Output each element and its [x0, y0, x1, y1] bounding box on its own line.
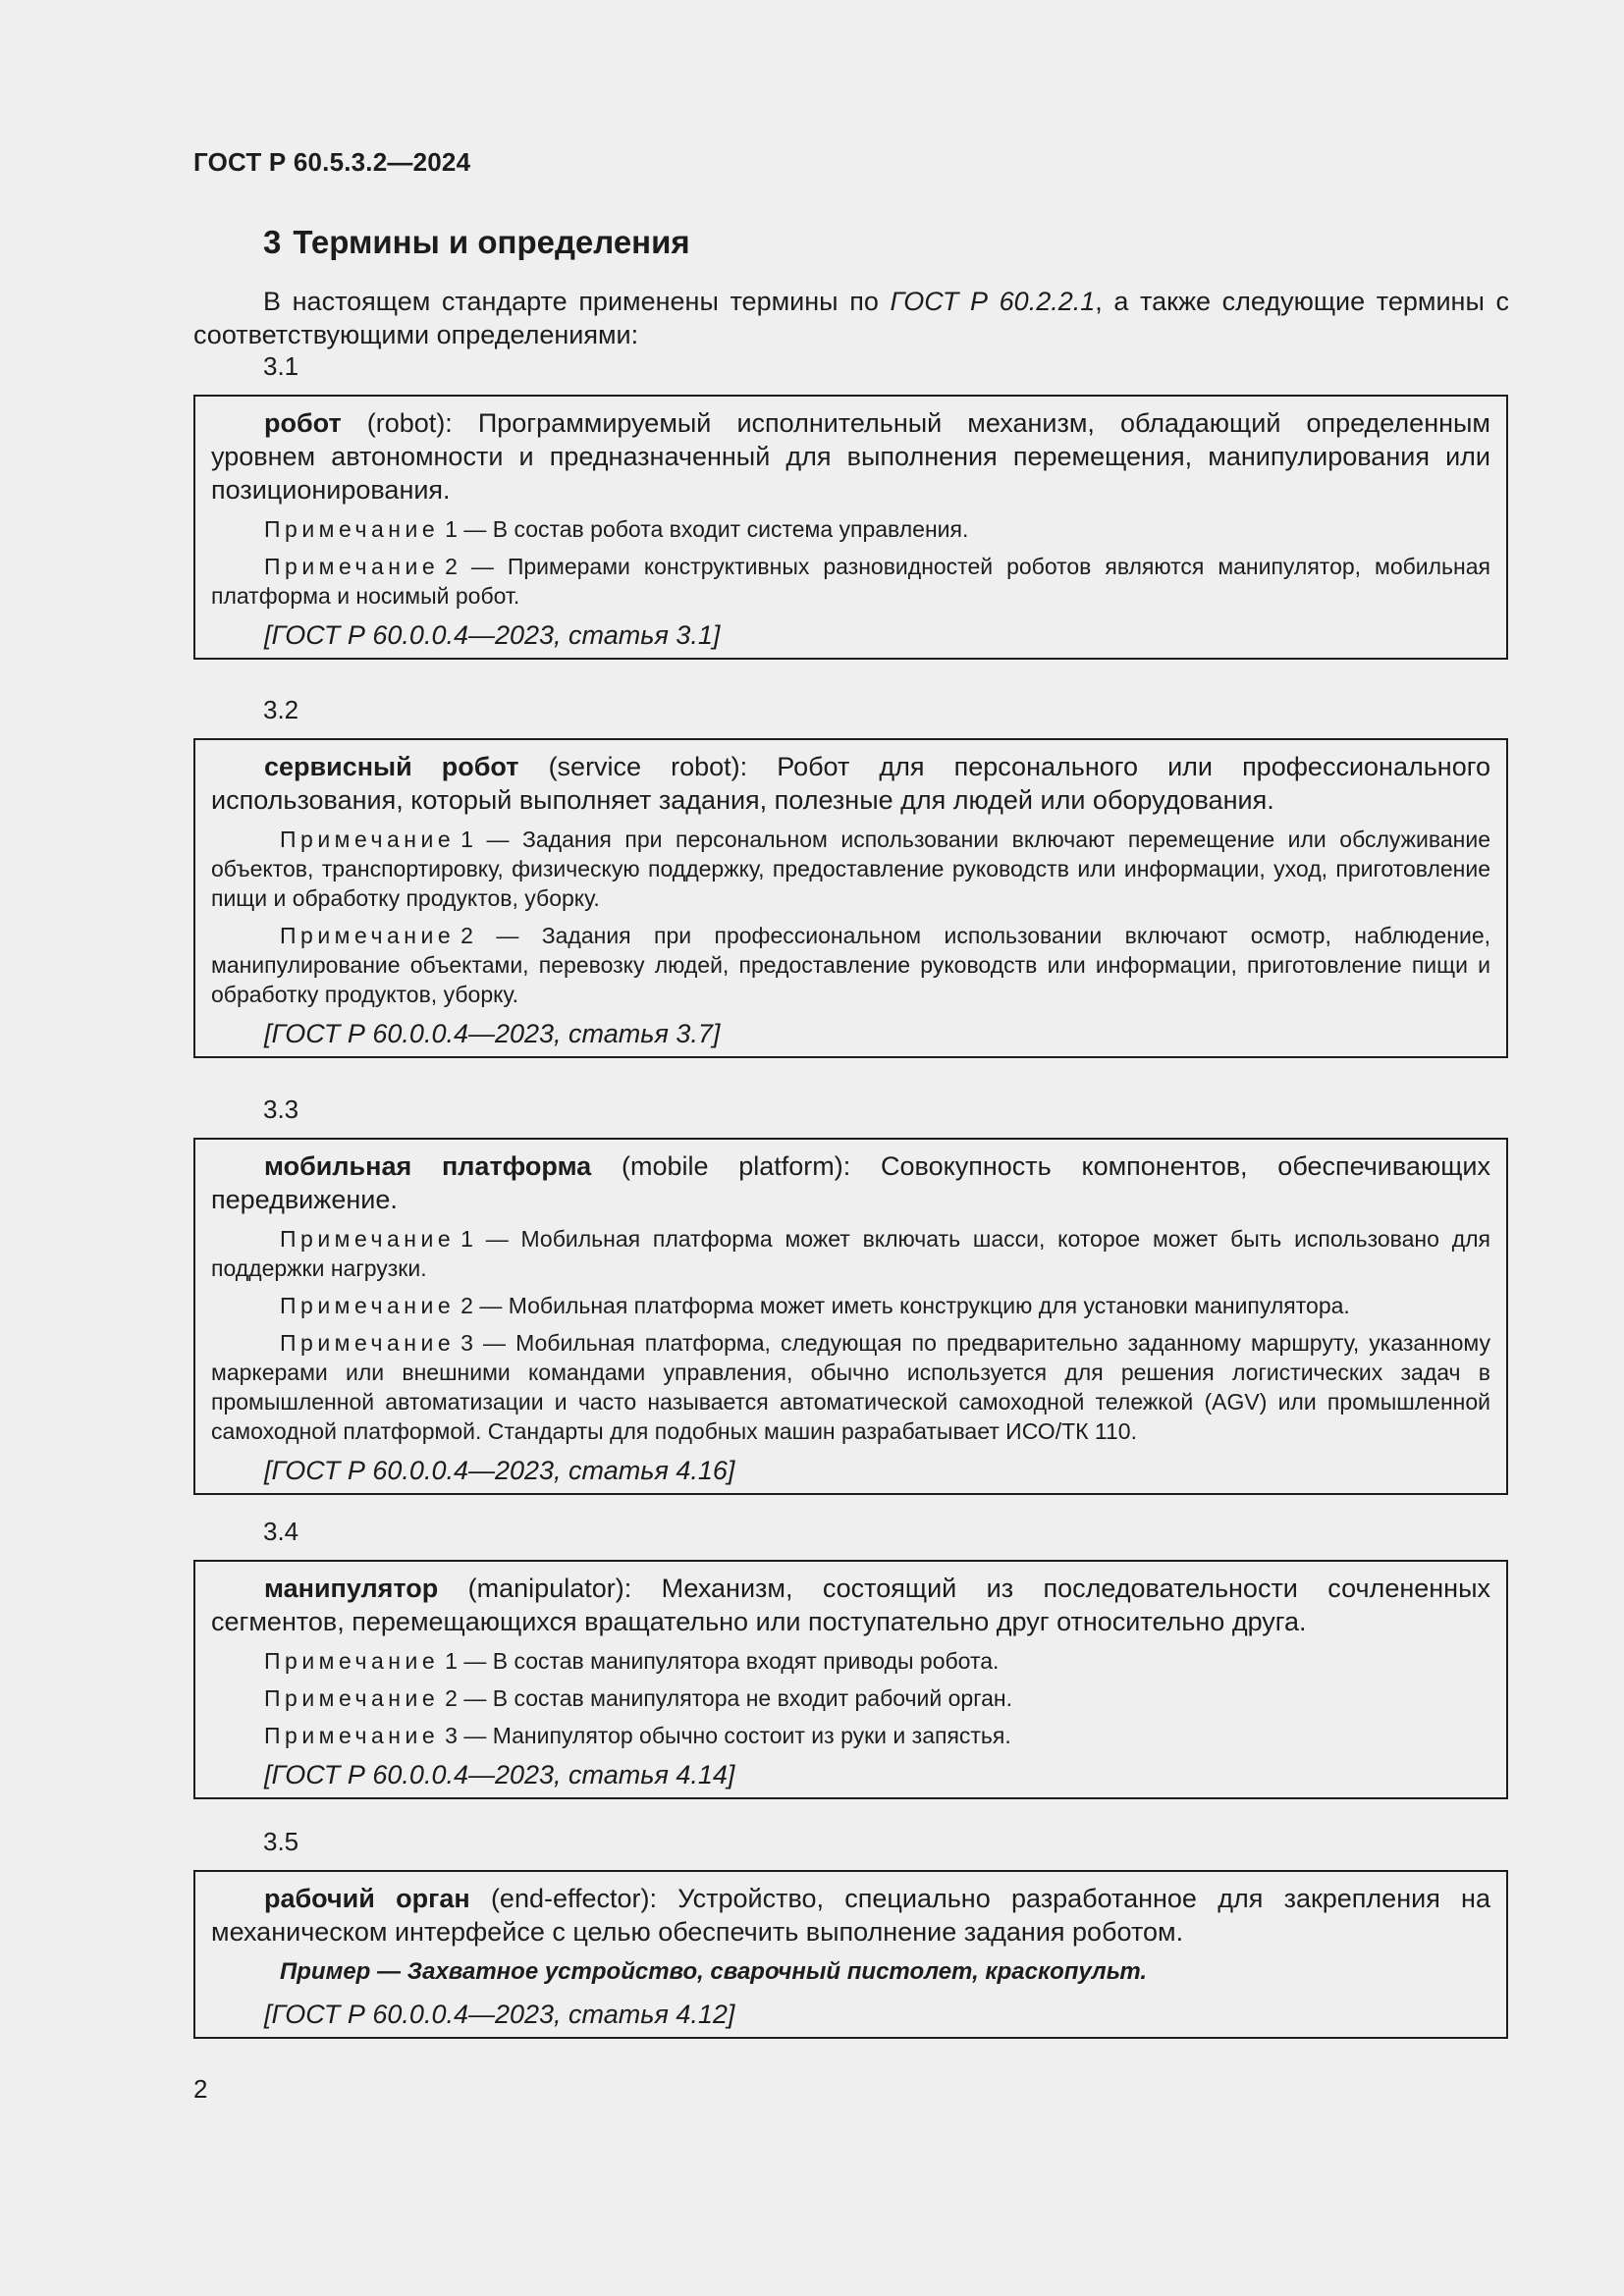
- term-name: рабочий орган: [264, 1884, 470, 1913]
- section-number: 3: [263, 224, 282, 260]
- term-note: [211, 1683, 1490, 1713]
- note-label: Примечание: [264, 516, 440, 542]
- term-name: робот: [264, 408, 342, 438]
- note-text: 1 — В состав манипулятора входят приводы робота.: [445, 1648, 1000, 1674]
- intro-paragraph: [193, 285, 1509, 351]
- term-number: 3.5: [263, 1827, 299, 1856]
- term-source: [ГОСТ Р 60.0.0.4—2023, статья 4.14]: [264, 1760, 735, 1789]
- term-note: [211, 514, 1490, 544]
- note-text: 2 — Мобильная платформа может иметь конструкцию для установки манипулятора.: [460, 1293, 1350, 1318]
- note-text: 1 — Задания при персональном использовании включают перемещение или обслуживание объектов, транспортировку, физическую поддержку, предоставление руководств или информации, уход, приготовление пищи и обработку продуктов, уборку.: [211, 827, 1490, 911]
- term-box-service-robot: [193, 738, 1508, 1058]
- term-source: [ГОСТ Р 60.0.0.4—2023, статья 4.12]: [264, 2000, 735, 2029]
- term-name: сервисный робот: [264, 752, 519, 781]
- term-number: 3.4: [263, 1517, 299, 1546]
- term-definition-text: Совокупность компонентов, обеспечивающих передвижение.: [211, 1151, 1490, 1214]
- term-number: 3.2: [263, 695, 299, 724]
- term-number: 3.1: [263, 351, 299, 381]
- section-heading: [263, 224, 690, 261]
- note-label: Примечание: [264, 1648, 440, 1674]
- term-definition: [211, 1572, 1490, 1638]
- intro-text: В настоящем стандарте применены термины по: [263, 287, 891, 316]
- term-definition-text: Механизм, состоящий из последовательности сочлененных сегментов, перемещающихся вращательно или поступательно друг относительно друга.: [211, 1574, 1490, 1636]
- term-note: [211, 1291, 1490, 1320]
- term-english: (robot):: [366, 408, 453, 438]
- term-english: (mobile platform):: [621, 1151, 851, 1181]
- term-definition: [211, 750, 1490, 817]
- note-text: 2 — Примерами конструктивных разновидностей роботов являются манипулятор, мобильная платформа и носимый робот.: [211, 554, 1490, 609]
- term-english: (service robot):: [548, 752, 748, 781]
- section-title: Термины и определения: [293, 224, 690, 260]
- term-english: (manipulator):: [467, 1574, 632, 1603]
- term-definition-text: Устройство, специально разработанное для закрепления на механическом интерфейсе с целью обеспечить выполнение задания роботом.: [211, 1884, 1490, 1947]
- term-definition: [211, 406, 1490, 507]
- term-english: (end-effector):: [490, 1884, 658, 1913]
- term-note: [211, 1721, 1490, 1750]
- term-definition: [211, 1149, 1490, 1216]
- note-label: Примечание: [264, 1685, 440, 1711]
- term-box-manipulator: [193, 1560, 1508, 1799]
- term-note: [211, 825, 1490, 913]
- note-label: Примечание: [280, 923, 456, 948]
- note-text: 2 — Задания при профессиональном использовании включают осмотр, наблюдение, манипулирование объектами, перевозку людей, предоставление руководств или информации, приготовление пищи и обработку продуктов, уборку.: [211, 923, 1490, 1007]
- note-text: 3 — Манипулятор обычно состоит из руки и запястья.: [445, 1723, 1011, 1748]
- note-label: Примечание: [280, 1226, 456, 1252]
- note-label: Примечание: [264, 554, 440, 579]
- term-source: [ГОСТ Р 60.0.0.4—2023, статья 4.16]: [264, 1456, 735, 1485]
- term-example: Пример — Захватное устройство, сварочный пистолет, краскопульт.: [280, 1958, 1148, 1985]
- term-box-robot: [193, 395, 1508, 660]
- term-note: [211, 1328, 1490, 1446]
- term-definition-text: Программируемый исполнительный механизм, обладающий определенным уровнем автономности и предназначенный для выполнения перемещения, манипулирования или позиционирования.: [211, 408, 1490, 505]
- note-label: Примечание: [280, 827, 456, 852]
- intro-text-end: , а также следующие термины с соответствующими определениями:: [193, 287, 1509, 349]
- term-box-end-effector: [193, 1870, 1508, 2039]
- note-text: 1 — В состав робота входит система управления.: [445, 516, 969, 542]
- term-definition: [211, 1882, 1490, 1949]
- term-name: мобильная платформа: [264, 1151, 592, 1181]
- note-label: Примечание: [280, 1293, 456, 1318]
- term-source: [ГОСТ Р 60.0.0.4—2023, статья 3.1]: [264, 620, 721, 650]
- note-text: 2 — В состав манипулятора не входит рабочий орган.: [445, 1685, 1012, 1711]
- document-header: ГОСТ Р 60.5.3.2—2024: [193, 147, 471, 177]
- note-text: 3 — Мобильная платформа, следующая по предварительно заданному маршруту, указанному маркерами или внешними командами управления, обычно используется для решения логистических задач в промышленной автоматизации и часто называется автоматической самоходной тележкой (AGV) или промышленной самоходной платформой. Стандарты для подобных машин разрабатывает ИСО/ТК 110.: [211, 1330, 1490, 1444]
- term-note: [211, 1224, 1490, 1283]
- term-definition-text: Робот для персонального или профессионального использования, который выполняет задания, полезные для людей или оборудования.: [211, 752, 1490, 815]
- page-number: 2: [193, 2074, 208, 2104]
- term-source: [ГОСТ Р 60.0.0.4—2023, статья 3.7]: [264, 1019, 721, 1048]
- term-note: [211, 552, 1490, 611]
- term-note: [211, 1646, 1490, 1676]
- note-text: 1 — Мобильная платформа может включать шасси, которое может быть использовано для поддержки нагрузки.: [211, 1226, 1490, 1281]
- term-number: 3.3: [263, 1095, 299, 1124]
- term-note: [211, 921, 1490, 1009]
- intro-reference: ГОСТ Р 60.2.2.1: [890, 287, 1096, 316]
- note-label: Примечание: [264, 1723, 440, 1748]
- note-label: Примечание: [280, 1330, 456, 1356]
- term-box-mobile-platform: [193, 1138, 1508, 1495]
- term-name: манипулятор: [264, 1574, 439, 1603]
